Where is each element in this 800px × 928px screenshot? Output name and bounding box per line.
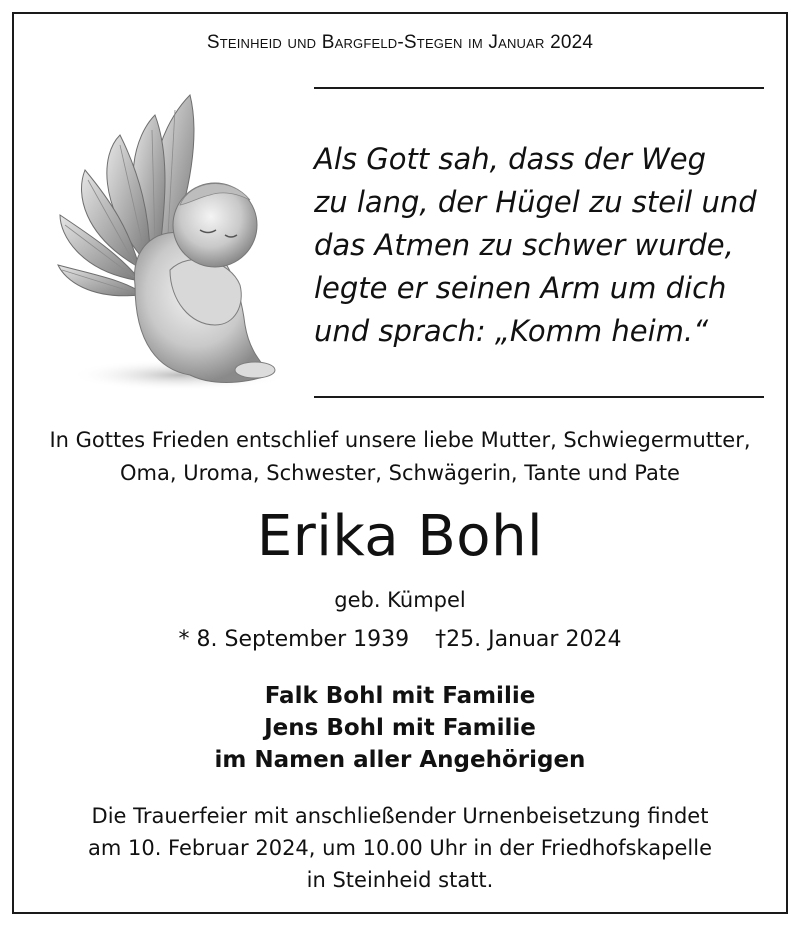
sleeping-angel-icon [40, 85, 280, 395]
place-date-header: Steinheid und Bargfeld-Stegen im Januar 2024 [206, 32, 594, 53]
intro-text [0, 424, 800, 490]
poem-line: und sprach: „Komm heim.“ [314, 314, 709, 348]
poem-line: zu lang, der Hügel zu steil und [314, 185, 757, 219]
mourners [0, 680, 800, 776]
divider-bottom [314, 396, 764, 398]
divider-top [314, 87, 764, 89]
service-line: in Steinheid statt. [306, 868, 494, 892]
life-dates [0, 624, 800, 656]
death-date: †25. Januar 2024 [435, 627, 622, 652]
service-info [0, 800, 800, 896]
mourner-line: Falk Bohl mit Familie [264, 683, 536, 709]
mourner-line: Jens Bohl mit Familie [264, 715, 536, 741]
maiden-name: geb. Kümpel [334, 588, 466, 612]
poem-line: Als Gott sah, dass der Weg [314, 142, 707, 176]
service-line: am 10. Februar 2024, um 10.00 Uhr in der Friedhofskapelle [87, 836, 713, 860]
intro-line: In Gottes Frieden entschlief unsere liebe Mutter, Schwiegermutter, [49, 428, 751, 452]
service-line: Die Trauerfeier mit anschließender Urnenbeisetzung findet [91, 804, 709, 828]
poem [314, 138, 784, 353]
intro-line: Oma, Uroma, Schwester, Schwägerin, Tante und Pate [120, 461, 680, 485]
poem-line: das Atmen zu schwer wurde, [314, 228, 734, 262]
mourner-line: im Namen aller Angehörigen [214, 747, 586, 773]
poem-line: legte er seinen Arm um dich [314, 271, 727, 305]
birth-date: * 8. September 1939 [178, 627, 410, 652]
deceased-name: Erika Bohl [256, 504, 544, 569]
